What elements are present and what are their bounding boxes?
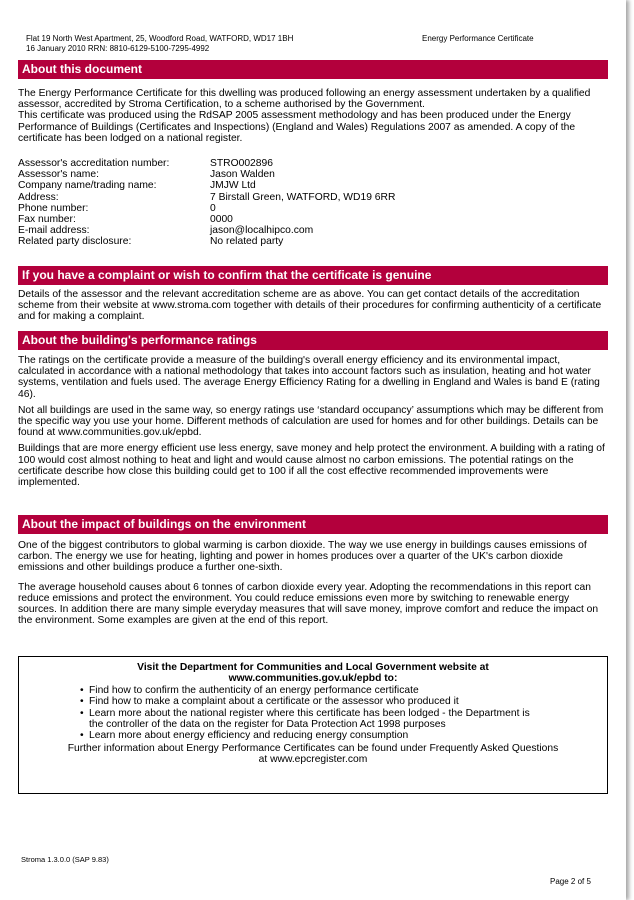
list-item xyxy=(19,708,607,731)
section-title-impact: About the impact of buildings on the environment xyxy=(18,515,608,534)
page-number: Page 2 of 5 xyxy=(550,877,591,886)
list-item xyxy=(19,730,607,741)
info-box-footer-2: at www.epcregister.com xyxy=(258,754,368,766)
ratings-p3: Buildings that are more energy efficient use less energy, save money and help protect the environment. A building with a rating of 100 would cost almost nothing to heat and light and would cause almost no carbon emissions. The potential ratings on the certificate describe how close this building could get to 100 if all the cost effective recommended improvements were implemented. xyxy=(18,443,605,489)
about-document-text xyxy=(18,88,608,144)
ratings-p1: The ratings on the certificate provide a measure of the building's overall energy efficiency and its environmental impact, calculated in accordance with a national methodology that takes into account factors such as insulation, heating and hot water systems, ventilation and fuels used. The average Energy Efficiency Rating for a dwelling in England and Wales is band E (rating 46). xyxy=(18,355,600,400)
assessor-row xyxy=(18,214,395,225)
assessor-label: Phone number: xyxy=(18,202,89,214)
header-address xyxy=(26,34,293,54)
bullet-icon: • xyxy=(80,730,84,742)
assessor-label: Company name/trading name: xyxy=(18,180,157,192)
header-doc-type: Energy Performance Certificate xyxy=(422,34,534,43)
assessor-value: 0000 xyxy=(210,214,233,226)
section-title-complaint: If you have a complaint or wish to confirm that the certificate is genuine xyxy=(18,266,608,285)
info-box-heading-2: www.communities.gov.uk/epbd to: xyxy=(228,673,398,685)
assessor-label: E-mail address: xyxy=(18,225,90,237)
assessor-label: Fax number: xyxy=(18,214,76,226)
assessor-details xyxy=(18,158,395,248)
assessor-value: 0 xyxy=(210,202,216,214)
list-item-text: Find how to confirm the authenticity of an energy performance certificate xyxy=(89,684,419,696)
complaint-p1: Details of the assessor and the relevant accreditation scheme are as above. You can get contact details of the accreditation scheme from their website at www.stroma.com together with details of their procedures for confirming authenticity of a certificate and for making a complaint. xyxy=(18,289,602,323)
assessor-label: Assessor's name: xyxy=(18,169,99,181)
about-document-p1: The Energy Performance Certificate for this dwelling was produced following an energy assessment undertaken by a qualified assessor, accredited by Stroma Certification, to a scheme authorised by the Government. xyxy=(18,88,591,111)
complaint-text xyxy=(18,289,608,323)
bullet-icon: • xyxy=(80,696,84,708)
list-item-text: Find how to make a complaint about a certificate or the assessor who produced it xyxy=(89,696,459,708)
ratings-text xyxy=(18,355,608,488)
assessor-value: STRO002896 xyxy=(210,158,273,169)
header-date-rrn: 16 January 2010 RRN: 8810-6129-5100-7295-4992 xyxy=(26,44,210,53)
list-item-text-continued: the controller of the data on the register for Data Protection Act 1998 purposes xyxy=(89,719,446,731)
info-box-footer-1: Further information about Energy Performance Certificates can be found under Frequently Asked Questions xyxy=(67,742,559,754)
assessor-row xyxy=(18,169,395,180)
assessor-row xyxy=(18,180,395,191)
section-title-ratings: About the building's performance ratings xyxy=(18,331,608,350)
bullet-icon: • xyxy=(80,684,84,696)
list-item xyxy=(19,696,607,707)
assessor-row xyxy=(18,203,395,214)
assessor-label: Assessor's accreditation number: xyxy=(18,158,170,169)
assessor-row xyxy=(18,158,395,169)
assessor-value: Jason Walden xyxy=(210,169,275,181)
assessor-row xyxy=(18,192,395,203)
impact-text xyxy=(18,540,608,626)
impact-p1: One of the biggest contributors to global warming is carbon dioxide. The way we use energy in buildings causes emissions of carbon. The energy we use for heating, lighting and power in homes produces over a quarter of the UK's carbon dioxide emissions and other buildings produce a further one-sixth. xyxy=(18,540,587,574)
info-box xyxy=(18,656,608,794)
assessor-row xyxy=(18,236,395,247)
ratings-p2: Not all buildings are used in the same way, so energy ratings use ‘standard occupancy’ assumptions which may be different from the specific way you use your home. Different methods of calculation are used for homes and for other buildings. Details can be found at www.communities.gov.uk/epbd. xyxy=(18,404,604,439)
assessor-value: No related party xyxy=(210,236,284,248)
assessor-row xyxy=(18,225,395,236)
info-box-list xyxy=(19,685,607,742)
assessor-value: jason@localhipco.com xyxy=(210,225,314,237)
list-item-text: Learn more about energy efficiency and reducing energy consumption xyxy=(89,730,409,742)
section-title-about-document: About this document xyxy=(18,60,608,79)
list-item-text: Learn more about the national register where this certificate has been lodged - the Department is xyxy=(89,707,530,719)
about-document-p2: This certificate was produced using the RdSAP 2005 assessment methodology and has been produced under the Energy Performance of Buildings (Certificates and Inspections) (England and Wales) Regulations 2007 as amended. A copy of the certificate has been lodged on a national register. xyxy=(18,110,576,144)
assessor-value: 7 Birstall Green, WATFORD, WD19 6RR xyxy=(210,191,396,203)
assessor-label: Address: xyxy=(18,191,59,203)
assessor-value: JMJW Ltd xyxy=(210,180,256,192)
impact-p2: The average household causes about 6 tonnes of carbon dioxide every year. Adopting the recommendations in this report can reduce emissions and protect the environment. You could reduce emissions even more by switching to renewable energy sources. In addition there are many simple everyday measures that will save money, improve comfort and reduce the impact on the environment. Some examples are given at the end of this report. xyxy=(18,581,599,627)
info-box-heading-1: Visit the Department for Communities and Local Government website at xyxy=(137,662,489,673)
header-address-line: Flat 19 North West Apartment, 25, Woodford Road, WATFORD, WD17 1BH xyxy=(26,34,294,43)
list-item xyxy=(19,685,607,696)
software-version: Stroma 1.3.0.0 (SAP 9.83) xyxy=(21,855,109,864)
assessor-label: Related party disclosure: xyxy=(18,236,132,248)
bullet-icon: • xyxy=(80,707,84,719)
